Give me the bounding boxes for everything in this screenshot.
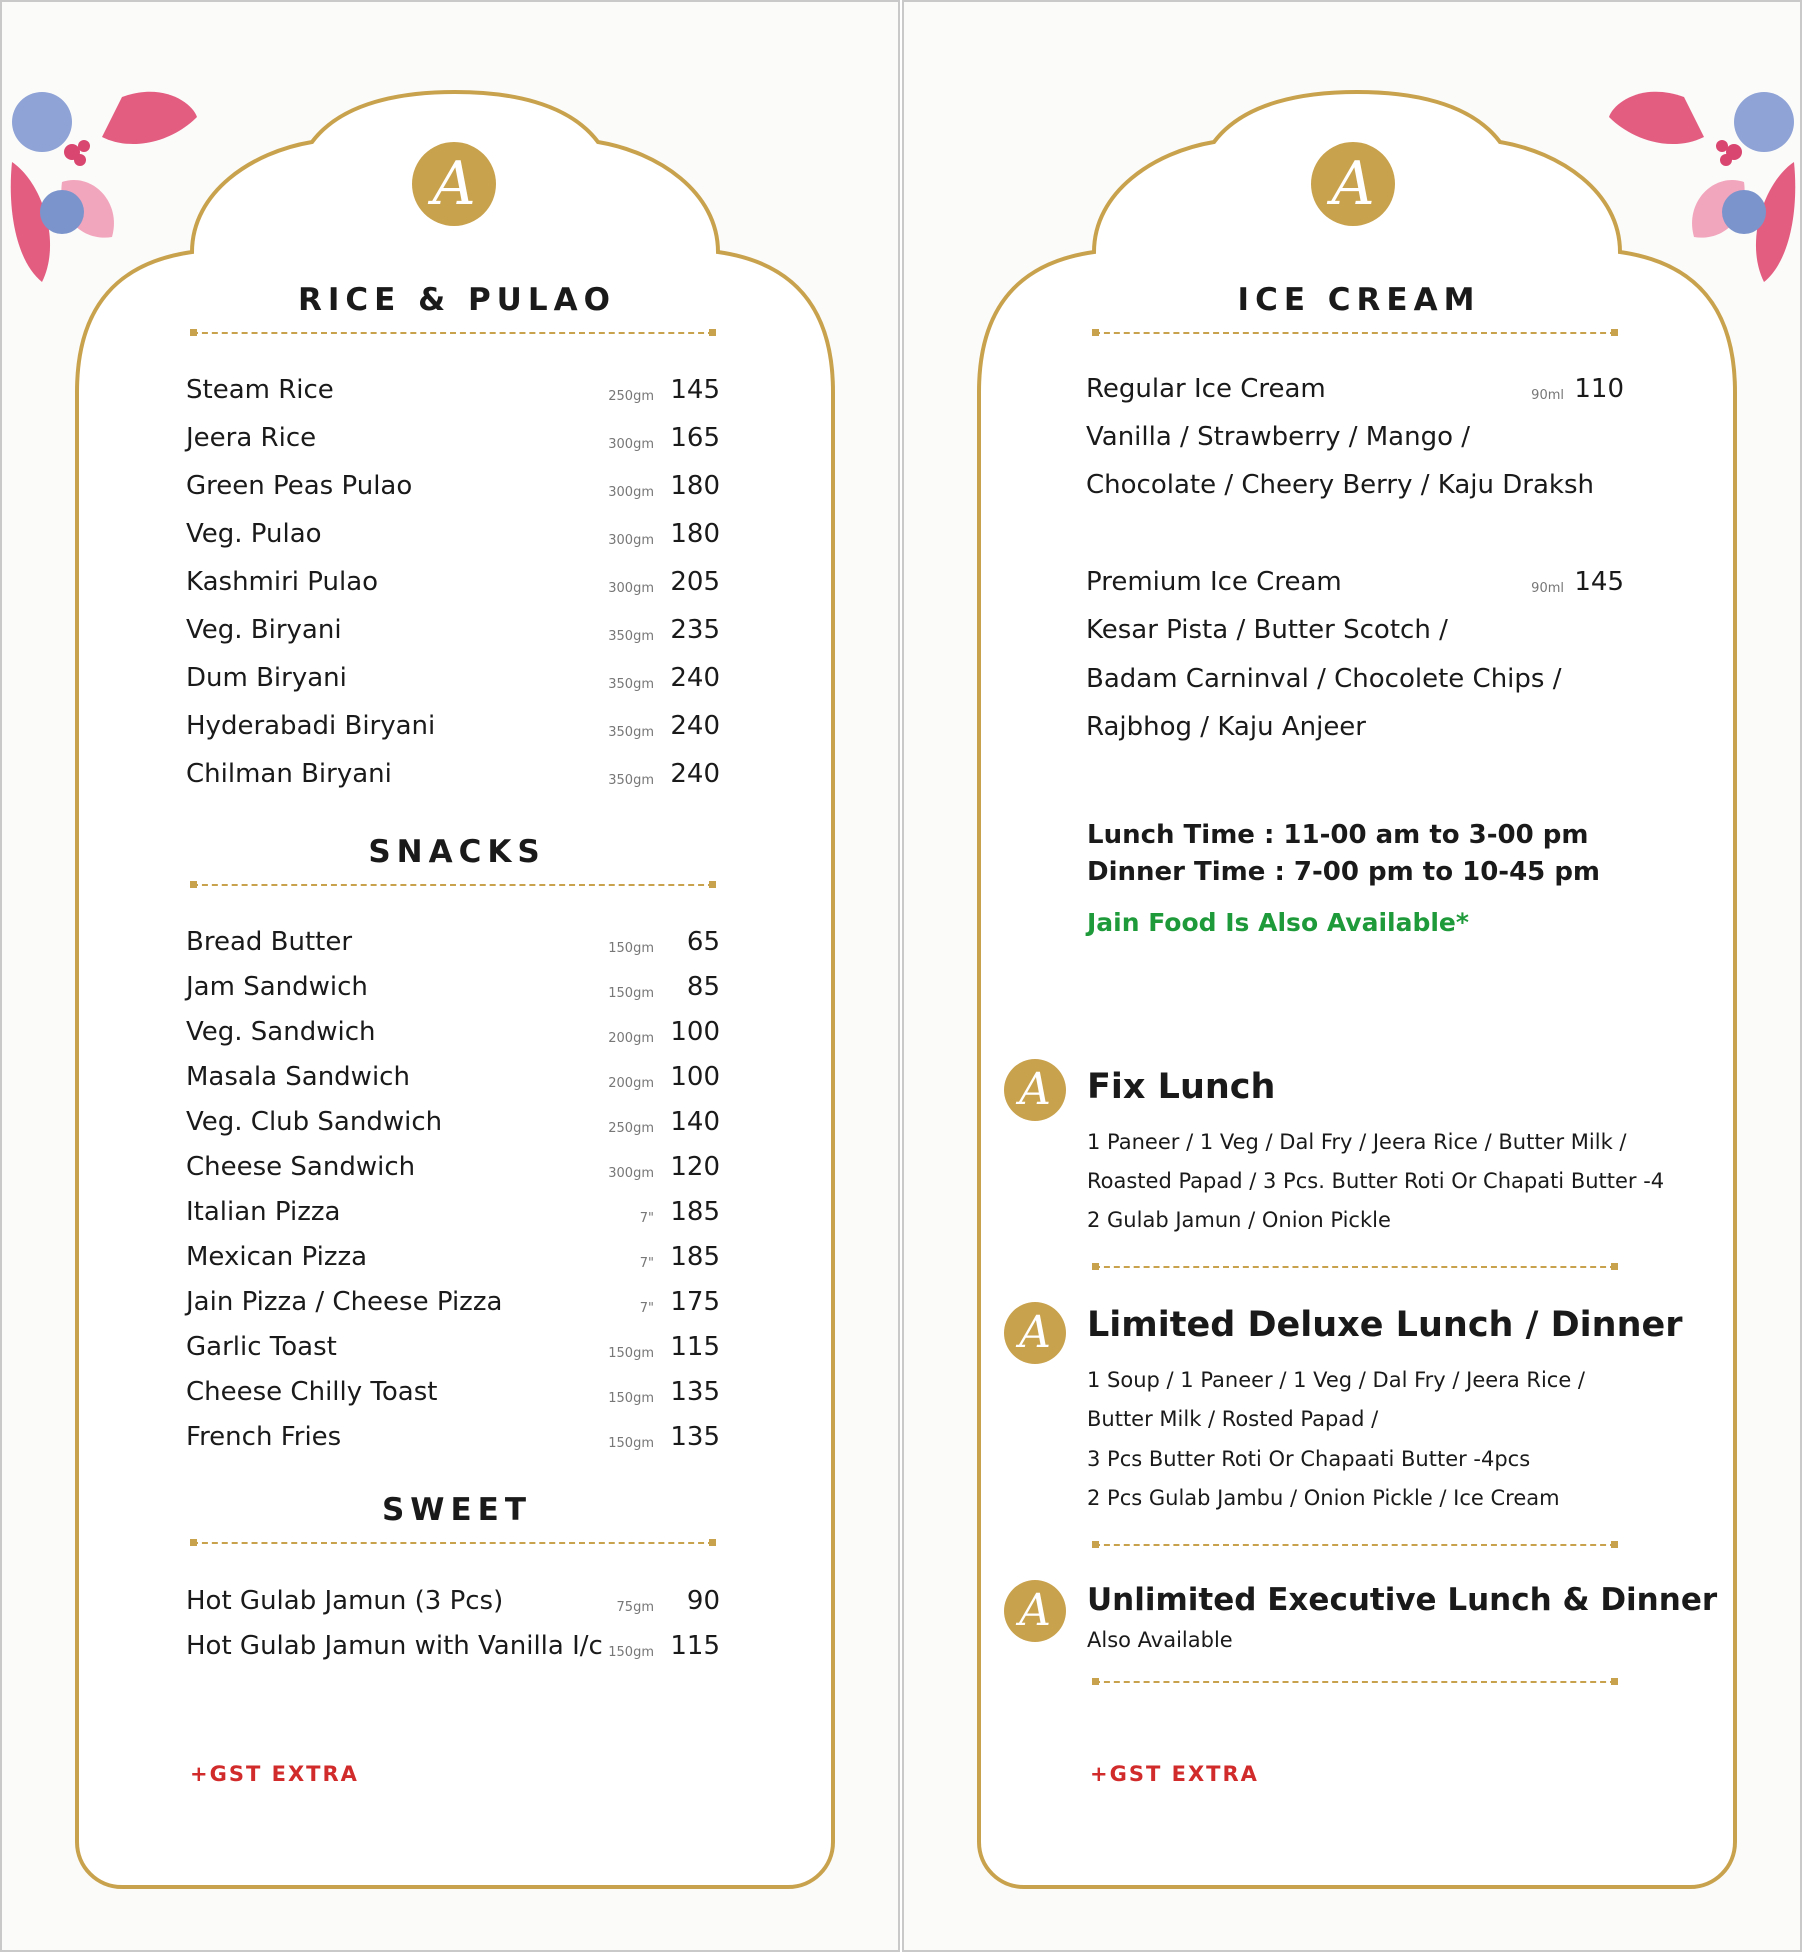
menu-item-qty: 7"	[639, 1211, 654, 1226]
flavour-line: Badam Carninval / Chocolete Chips /	[1086, 664, 1562, 694]
flavour-line: Chocolate / Cheery Berry / Kaju Draksh	[1086, 470, 1594, 500]
menu-item-qty: 350gm	[608, 629, 654, 644]
flavour-line: Vanilla / Strawberry / Mango /	[1086, 422, 1471, 452]
divider	[1094, 1681, 1616, 1683]
menu-item-name: Italian Pizza	[186, 1197, 341, 1227]
menu-page-left	[0, 0, 900, 1952]
menu-item-qty: 300gm	[608, 533, 654, 548]
menu-item-name: Cheese Chilly Toast	[186, 1377, 438, 1407]
combo-line: 2 Pcs Gulab Jambu / Onion Pickle / Ice Cream	[1087, 1486, 1560, 1510]
menu-item-name: Veg. Biryani	[186, 615, 342, 645]
menu-item-name: Veg. Sandwich	[186, 1017, 376, 1047]
menu-item-price: 145	[1574, 567, 1624, 597]
divider	[192, 332, 714, 334]
menu-item-name: Hyderabadi Biryani	[186, 711, 436, 741]
menu-item-name: Mexican Pizza	[186, 1242, 368, 1272]
divider	[192, 1542, 714, 1544]
menu-item-price: 180	[670, 471, 720, 501]
menu-item-qty: 150gm	[608, 1436, 654, 1451]
menu-item-name: Premium Ice Cream	[1086, 567, 1342, 597]
menu-item-price: 175	[670, 1287, 720, 1317]
menu-item-qty: 150gm	[608, 1346, 654, 1361]
section-title-icecream: ICE CREAM	[1237, 282, 1481, 318]
menu-item-price: 185	[670, 1197, 720, 1227]
jain-food-note: Jain Food Is Also Available*	[1087, 908, 1469, 937]
combo-title: Unlimited Executive Lunch & Dinner	[1087, 1582, 1718, 1618]
menu-item-name: Regular Ice Cream	[1086, 374, 1326, 404]
combo-line: Butter Milk / Rosted Papad /	[1087, 1407, 1379, 1431]
section-title-snacks: SNACKS	[368, 834, 546, 870]
menu-item-qty: 90ml	[1531, 388, 1564, 403]
menu-item-name: Hot Gulab Jamun (3 Pcs)	[186, 1586, 504, 1616]
combo-title: Fix Lunch	[1087, 1067, 1276, 1107]
flavour-line: Rajbhog / Kaju Anjeer	[1086, 712, 1366, 742]
menu-item-qty: 200gm	[608, 1031, 654, 1046]
menu-item-price: 185	[670, 1242, 720, 1272]
divider	[1094, 1266, 1616, 1268]
menu-item-name: Masala Sandwich	[186, 1062, 410, 1092]
combo-logo: A	[1004, 1580, 1066, 1642]
dinner-time: Dinner Time : 7-00 pm to 10-45 pm	[1087, 857, 1601, 887]
menu-item-name: Chilman Biryani	[186, 759, 392, 789]
combo-line: 2 Gulab Jamun / Onion Pickle	[1087, 1208, 1391, 1232]
menu-item-price: 240	[670, 759, 720, 789]
menu-item-name: French Fries	[186, 1422, 342, 1452]
menu-item-price: 140	[670, 1107, 720, 1137]
section-title-rice: RICE & PULAO	[298, 282, 616, 318]
menu-item-price: 100	[670, 1017, 720, 1047]
section-title-sweet: SWEET	[381, 1492, 533, 1528]
menu-item-price: 115	[670, 1631, 720, 1661]
menu-item-name: Bread Butter	[186, 927, 353, 957]
menu-item-price: 240	[670, 711, 720, 741]
combo-line: 1 Soup / 1 Paneer / 1 Veg / Dal Fry / Jeera Rice /	[1087, 1368, 1586, 1392]
menu-item-qty: 300gm	[608, 485, 654, 500]
menu-item-qty: 250gm	[608, 1121, 654, 1136]
divider	[1094, 332, 1616, 334]
menu-item-price: 165	[670, 423, 720, 453]
menu-item-name: Steam Rice	[186, 375, 334, 405]
menu-item-price: 110	[1574, 374, 1624, 404]
menu-item-qty: 350gm	[608, 725, 654, 740]
menu-item-qty: 350gm	[608, 773, 654, 788]
brand-logo: A	[1311, 142, 1395, 226]
lunch-time: Lunch Time : 11-00 am to 3-00 pm	[1087, 820, 1589, 850]
menu-item-price: 240	[670, 663, 720, 693]
menu-item-name: Dum Biryani	[186, 663, 347, 693]
menu-item-price: 145	[670, 375, 720, 405]
menu-item-price: 205	[670, 567, 720, 597]
menu-item-qty: 7"	[639, 1256, 654, 1271]
menu-item-qty: 350gm	[608, 677, 654, 692]
brand-logo: A	[412, 142, 496, 226]
combo-logo: A	[1004, 1302, 1066, 1364]
menu-item-qty: 150gm	[608, 1645, 654, 1660]
menu-page-right	[902, 0, 1802, 1952]
menu-item-qty: 300gm	[608, 1166, 654, 1181]
menu-item-qty: 90ml	[1531, 581, 1564, 596]
menu-item-price: 65	[686, 927, 720, 957]
combo-line: Also Available	[1087, 1628, 1233, 1652]
menu-item-price: 90	[686, 1586, 720, 1616]
menu-item-name: Kashmiri Pulao	[186, 567, 379, 597]
combo-logo: A	[1004, 1059, 1066, 1121]
menu-item-price: 120	[670, 1152, 720, 1182]
menu-item-price: 100	[670, 1062, 720, 1092]
menu-item-name: Veg. Club Sandwich	[186, 1107, 443, 1137]
menu-item-qty: 200gm	[608, 1076, 654, 1091]
menu-item-price: 135	[670, 1422, 720, 1452]
menu-item-name: Jeera Rice	[186, 423, 317, 453]
combo-title: Limited Deluxe Lunch / Dinner	[1087, 1305, 1683, 1345]
gst-note: +GST EXTRA	[1090, 1762, 1259, 1786]
menu-item-qty: 250gm	[608, 389, 654, 404]
menu-item-name: Jam Sandwich	[186, 972, 368, 1002]
menu-item-price: 115	[670, 1332, 720, 1362]
menu-item-qty: 150gm	[608, 941, 654, 956]
menu-item-name: Garlic Toast	[186, 1332, 337, 1362]
menu-item-name: Cheese Sandwich	[186, 1152, 416, 1182]
divider	[192, 884, 714, 886]
menu-item-name: Jain Pizza / Cheese Pizza	[186, 1287, 503, 1317]
menu-item-price: 180	[670, 519, 720, 549]
flavour-line: Kesar Pista / Butter Scotch /	[1086, 615, 1448, 645]
menu-item-qty: 150gm	[608, 1391, 654, 1406]
menu-item-qty: 7"	[639, 1301, 654, 1316]
menu-item-name: Green Peas Pulao	[186, 471, 413, 501]
menu-item-price: 135	[670, 1377, 720, 1407]
gst-note: +GST EXTRA	[190, 1762, 359, 1786]
combo-line: 3 Pcs Butter Roti Or Chapaati Butter -4pcs	[1087, 1447, 1531, 1471]
menu-item-price: 235	[670, 615, 720, 645]
combo-line: 1 Paneer / 1 Veg / Dal Fry / Jeera Rice / Butter Milk /	[1087, 1130, 1627, 1154]
menu-item-qty: 300gm	[608, 437, 654, 452]
menu-item-qty: 75gm	[616, 1600, 654, 1615]
menu-item-price: 85	[686, 972, 720, 1002]
menu-item-name: Veg. Pulao	[186, 519, 322, 549]
menu-item-qty: 300gm	[608, 581, 654, 596]
combo-line: Roasted Papad / 3 Pcs. Butter Roti Or Chapati Butter -4	[1087, 1169, 1665, 1193]
menu-item-qty: 150gm	[608, 986, 654, 1001]
divider	[1094, 1544, 1616, 1546]
menu-item-name: Hot Gulab Jamun with Vanilla I/c	[186, 1631, 603, 1661]
